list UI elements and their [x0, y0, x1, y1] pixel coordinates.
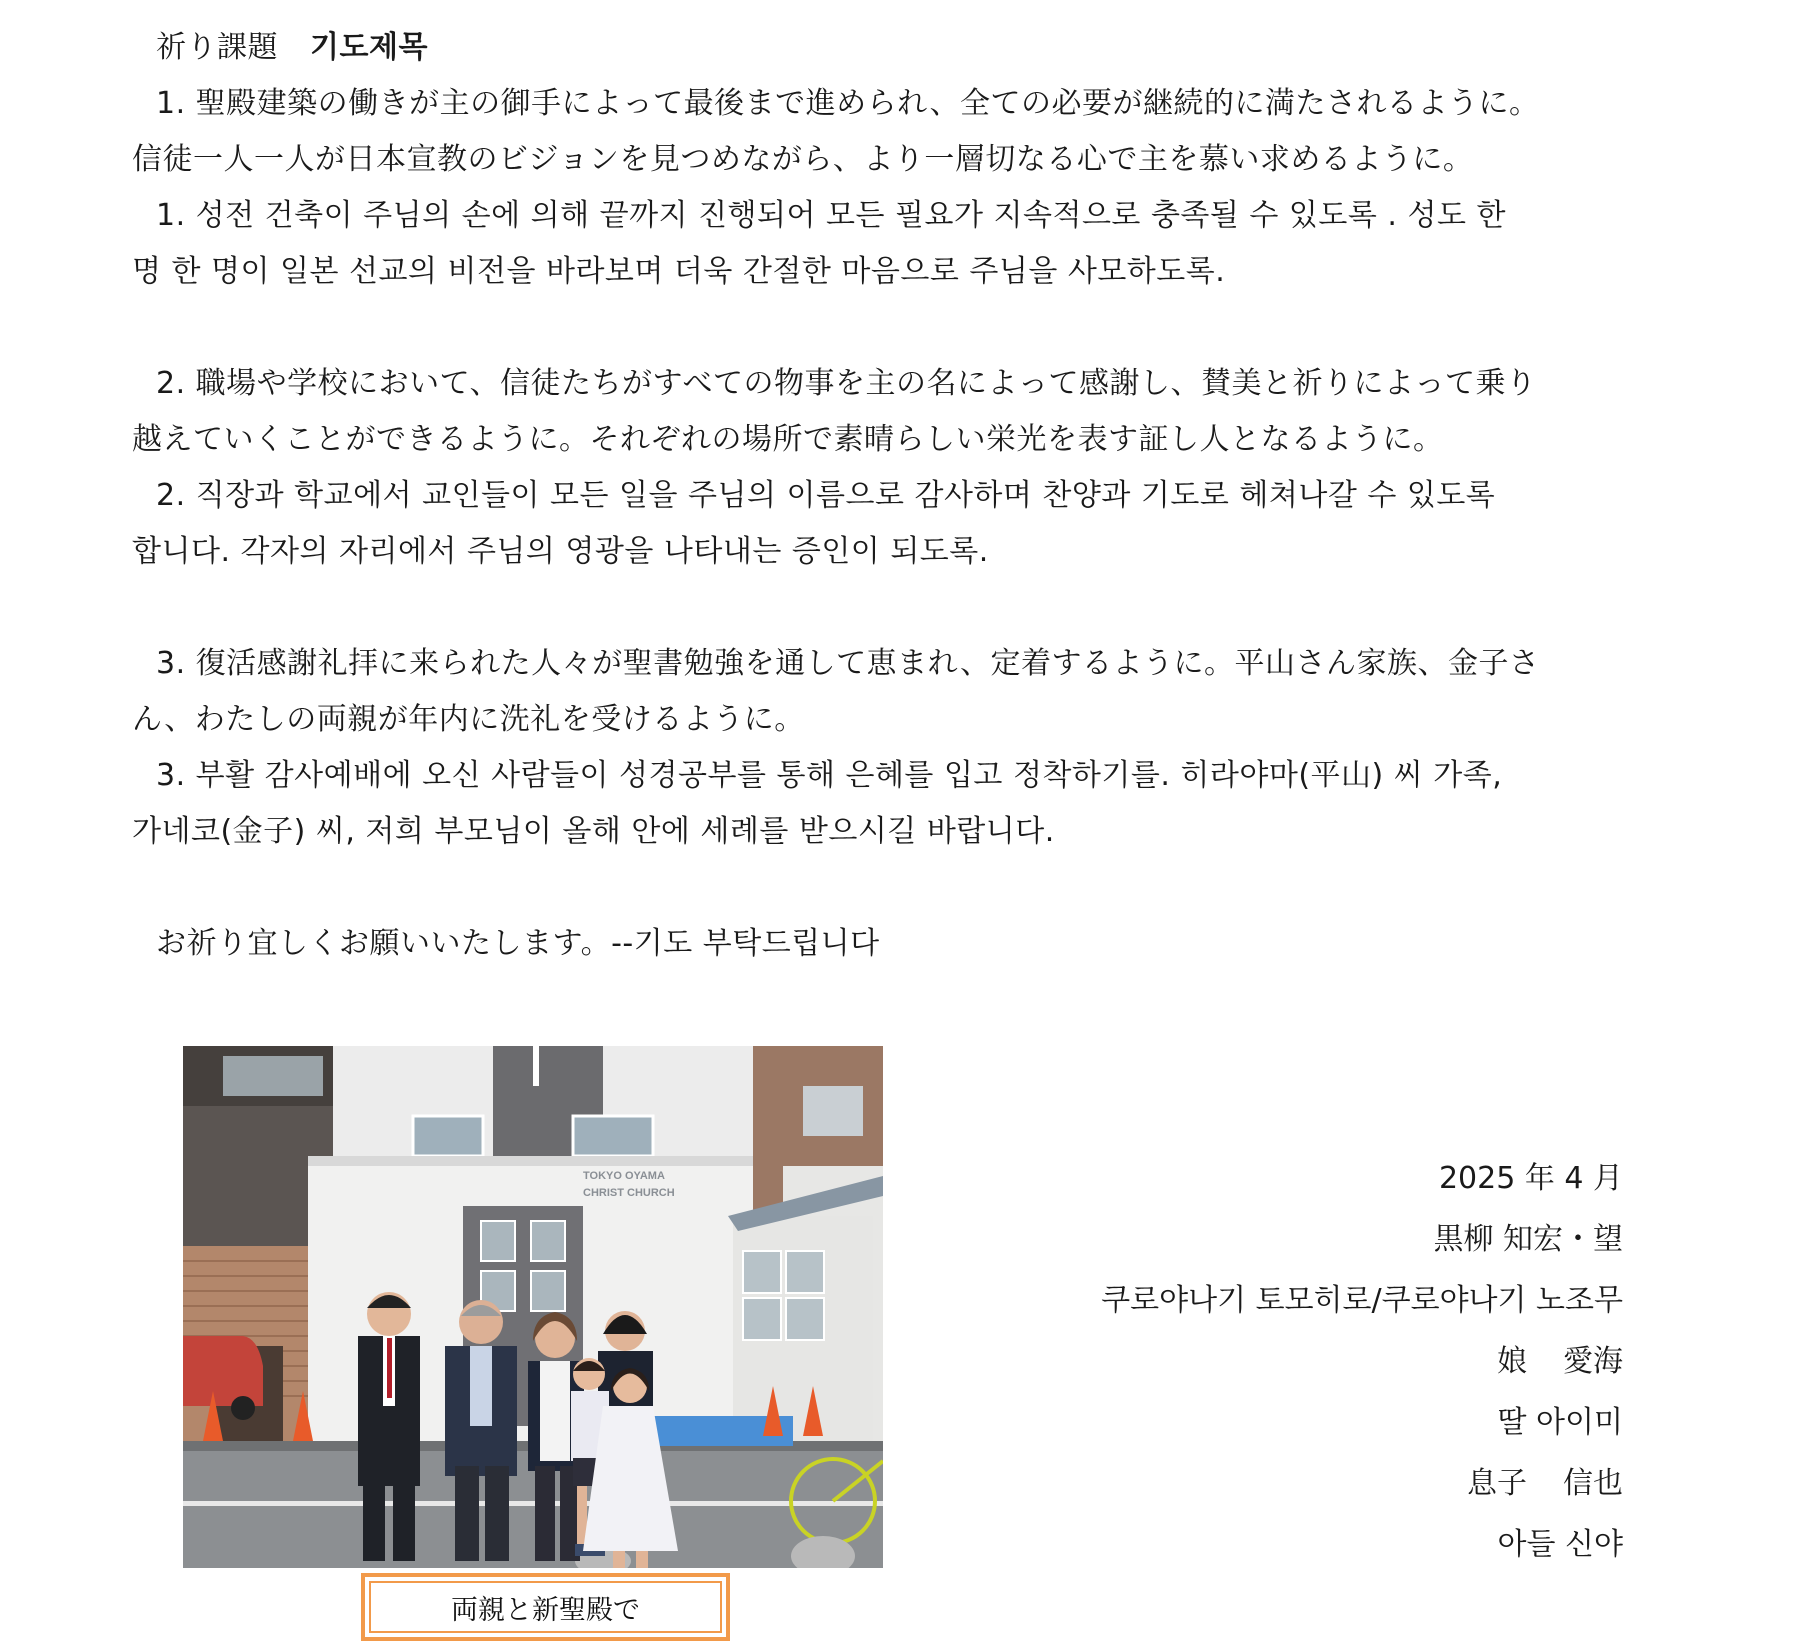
photo-caption-frame [361, 1573, 730, 1641]
document-heading [132, 20, 1632, 76]
item1-jp-line2: 信徒一人一人が日本宣教のビジョンを見つめながら、より一層切なる心で主を慕い求めるように。 [132, 142, 1474, 177]
item1-jp-line1: 1. 聖殿建築の働きが主の御手によって最後まで進められ、全ての必要が継続的に満たされるように。 [156, 86, 1540, 121]
spacer [132, 580, 1632, 636]
prayer-document [132, 20, 1632, 972]
signature-block [1101, 1148, 1623, 1575]
item3-ko-line1: 3. 부활 감사예배에 오신 사람들이 성경공부를 통해 은혜를 입고 정착하기를. 히라야마(平山) 씨 가족, [156, 758, 1503, 793]
son-name: 信也 [1563, 1466, 1623, 1501]
item2-ko-line2: 합니다. 각자의 자리에서 주님의 영광을 나타내는 증인이 되도록. [132, 534, 989, 569]
son-label: 息子 [1467, 1466, 1527, 1501]
daughter-name: 愛海 [1563, 1344, 1623, 1379]
spacer [132, 300, 1632, 356]
signature-daughter-ko: 딸 아이미 [1497, 1405, 1623, 1440]
item1-ko-line1: 1. 성전 건축이 주님의 손에 의해 끝까지 진행되어 모든 필요가 지속적으로 충족될 수 있도록 . 성도 한 [156, 198, 1506, 233]
item2-jp-line1: 2. 職場や学校において、信徒たちがすべての物事を主の名によって感謝し、賛美と祈りによって乗り [156, 366, 1537, 401]
signature-daughter-jp [1101, 1331, 1623, 1392]
item2-jp-line2: 越えていくことができるように。それぞれの場所で素晴らしい栄光を表す証し人となるように。 [132, 422, 1444, 457]
signature-names-jp: 黒柳 知宏・望 [1433, 1222, 1623, 1257]
church-sign-line1: TOKYO OYAMA [583, 1170, 665, 1182]
heading-japanese: 祈り課題 [156, 30, 278, 65]
item3-ko-line2: 가네코(金子) 씨, 저희 부모님이 올해 안에 세례를 받으시길 바랍니다. [132, 814, 1055, 849]
signature-names-ko: 쿠로야나기 토모히로/쿠로야나기 노조무 [1101, 1283, 1623, 1318]
photo-caption: 両親と新聖殿で [369, 1581, 722, 1633]
signature-date: 2025 年 4 月 [1438, 1161, 1623, 1196]
heading-korean: 기도제목 [310, 30, 428, 65]
spacer [132, 860, 1632, 916]
church-sign-line2: CHRIST CHURCH [583, 1187, 675, 1199]
daughter-label: 娘 [1497, 1344, 1527, 1379]
closing-line: お祈り宜しくお願いいたします。--기도 부탁드립니다 [156, 926, 880, 961]
item2-ko-line1: 2. 직장과 학교에서 교인들이 모든 일을 주님의 이름으로 감사하며 찬양과 기도로 헤쳐나갈 수 있도록 [156, 478, 1496, 513]
item1-ko-line2: 명 한 명이 일본 선교의 비전을 바라보며 더욱 간절한 마음으로 주님을 사모하도록. [132, 254, 1226, 289]
signature-son-ko: 아들 신야 [1497, 1527, 1623, 1562]
church-photo [183, 1046, 883, 1568]
signature-son-jp [1101, 1453, 1623, 1514]
item3-jp-line1: 3. 復活感謝礼拝に来られた人々が聖書勉強を通して恵まれ、定着するように。平山さん家族、金子さ [156, 646, 1540, 681]
church-photo-illustration [183, 1046, 883, 1568]
item3-jp-line2: ん、わたしの両親が年内に洗礼を受けるように。 [132, 702, 805, 737]
